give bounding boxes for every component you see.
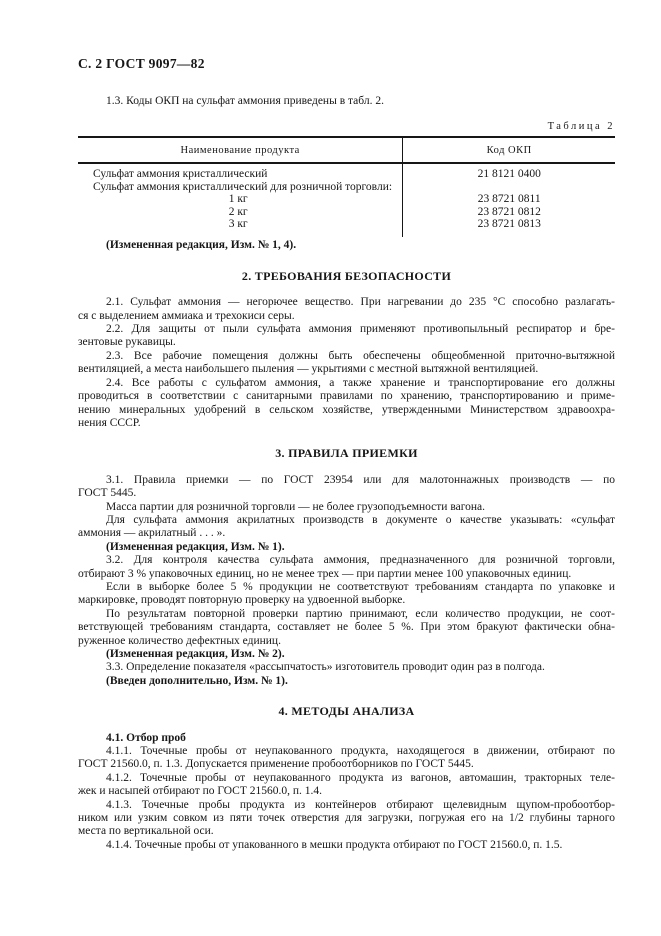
product-name-cell: Сульфат аммония кристаллический для розничной торговли: <box>93 180 393 193</box>
text-line: вентиляцией, а места наибольшего пыления — укрытиями с местной вытяжной вентиляцией. <box>78 363 539 376</box>
text-line: ветствующей требованиям стандарта, составляет не более 5 %. При этом бракуют фактически обна- <box>78 621 615 634</box>
text-line: отбирают 3 % упаковочных единиц, но не менее трех — при партии менее 100 упаковочных единиц. <box>78 567 572 580</box>
text-line: 2.3. Все рабочие помещения должны быть обеспечены общеобменной приточно-вытяжной <box>106 349 615 362</box>
text-line: места по вертикальной оси. <box>78 825 214 838</box>
product-name-cell: 3 кг <box>228 218 248 231</box>
paragraph <box>78 772 615 799</box>
paragraph <box>78 608 615 648</box>
text-line: Если в выборке более 5 % продукции не соответствуют требованиям стандарта по упаковке и <box>106 580 615 593</box>
table-row <box>78 163 615 180</box>
paragraph <box>78 296 615 323</box>
section-heading: 3. ПРАВИЛА ПРИЕМКИ <box>275 446 418 461</box>
paragraph <box>78 745 615 772</box>
amendment-note: (Измененная редакция, Изм. № 2). <box>106 648 285 660</box>
document-body <box>78 239 615 852</box>
paragraph <box>78 839 615 852</box>
subsection-heading: 4.1. Отбор проб <box>106 731 186 744</box>
text-line: маркировке, проводят повторную проверку на удвоенной выборке. <box>78 594 406 607</box>
okp-table <box>78 136 615 237</box>
text-line: нения СССР. <box>78 416 141 429</box>
amendment-note: (Введен дополнительно, Изм. № 1). <box>106 674 288 687</box>
okp-code-cell <box>403 181 615 193</box>
table-header-row <box>78 137 615 163</box>
text-line: 2.2. Для защиты от пыли сульфата аммония применяют противопыльный респиратор и бре- <box>106 323 615 336</box>
text-line: 4.1.2. Точечные пробы от неупакованного продукта из вагонов, автомашин, тракторных теле- <box>106 771 615 784</box>
text-line: По результатам повторной проверки партию принимают, если количество продукции, не соот- <box>106 607 615 620</box>
paragraph <box>78 581 615 608</box>
text-line: зентовые рукавицы. <box>78 336 176 349</box>
text-line: 3.1. Правила приемки — по ГОСТ 23954 или для малотоннажных производств — по <box>106 473 615 486</box>
paragraph <box>78 350 615 377</box>
product-name-cell: Сульфат аммония кристаллический <box>93 168 268 181</box>
table-row <box>78 193 615 205</box>
okp-code-cell: 23 8721 0811 <box>403 193 615 205</box>
table-row <box>78 218 615 237</box>
text-line: ником или узким совком из пяти точек отверстия для загрузки, погружая его на 1/2 глубины тарного <box>78 812 615 825</box>
text-line: Для сульфата аммония акрилатных производств в документе о качестве указывать: «сульфат <box>106 513 615 526</box>
text-line: 4.1.1. Точечные пробы от неупакованного продукта, находящегося в движении, отбирают по <box>106 745 615 758</box>
paragraph <box>78 661 615 674</box>
text-line: ГОСТ 5445. <box>78 487 137 500</box>
column-header-product: Наименование продукта <box>78 137 403 163</box>
text-line: 3.3. Определение показателя «рассыпчатость» изготовитель проводит один раз в полгода. <box>106 661 545 674</box>
product-name-cell: 1 кг <box>228 193 248 206</box>
column-header-code: Код ОКП <box>403 137 615 163</box>
text-line: жек и насыпей отбирают по ГОСТ 21560.0, п. 1.4. <box>78 785 323 798</box>
text-line: 2.1. Сульфат аммония — негорючее вещество. При нагревании до 235 °С способно разлагать- <box>106 296 615 309</box>
text-line: нению минеральных удобрений в сельском хозяйстве, утвержденными Министерством здравоохра- <box>78 403 615 416</box>
paragraph <box>78 474 615 501</box>
product-name-cell: 2 кг <box>228 205 248 218</box>
text-line: ГОСТ 21560.0, п. 1.3. Допускается применение пробоотборников по ГОСТ 5445. <box>78 758 474 771</box>
text-line: проводиться в соответствии с санитарными правилами по хранению, транспортированию и приме- <box>78 390 615 403</box>
text-line: 2.4. Все работы с сульфатом аммония, а также хранение и транспортирование его должны <box>106 376 615 389</box>
table-row <box>78 206 615 218</box>
paragraph <box>78 799 615 839</box>
page-header: С. 2 ГОСТ 9097—82 <box>78 56 205 71</box>
amendment-note: (Измененная редакция, Изм. № 1). <box>106 540 285 553</box>
text-line: руженное количество дефектных единиц. <box>78 634 281 647</box>
section-heading: 4. МЕТОДЫ АНАЛИЗА <box>278 704 415 719</box>
section-heading: 2. ТРЕБОВАНИЯ БЕЗОПАСНОСТИ <box>241 268 452 283</box>
okp-code-cell: 23 8721 0813 <box>403 218 615 237</box>
text-line: 3.2. Для контроля качества сульфата аммония, предназначенного для розничной торговли, <box>106 554 615 567</box>
okp-code-cell: 23 8721 0812 <box>403 206 615 218</box>
table-caption: Таблица 2 <box>547 121 615 133</box>
paragraph <box>78 323 615 350</box>
table-row <box>78 181 615 193</box>
paragraph <box>78 377 615 431</box>
text-line: ся с выделением аммиака и трехокиси серы. <box>78 309 295 322</box>
paragraph <box>78 554 615 581</box>
paragraph <box>78 514 615 541</box>
okp-code-cell: 21 8121 0400 <box>403 163 615 180</box>
text-line: аммония — акрилатный . . . ». <box>78 527 226 540</box>
text-line: 4.1.4. Точечные пробы от упакованного в мешки продукта отбирают по ГОСТ 21560.0, п. 1.5. <box>106 838 563 851</box>
text-line: Масса партии для розничной торговли — не более грузоподъемности вагона. <box>106 500 486 513</box>
amendment-note: (Измененная редакция, Изм. № 1, 4). <box>106 239 297 252</box>
intro-paragraph: 1.3. Коды ОКП на сульфат аммония приведены в табл. 2. <box>106 95 384 107</box>
text-line: 4.1.3. Точечные пробы продукта из контейнеров отбирают щелевидным щупом-пробоотбор- <box>106 798 615 811</box>
paragraph <box>78 501 615 514</box>
